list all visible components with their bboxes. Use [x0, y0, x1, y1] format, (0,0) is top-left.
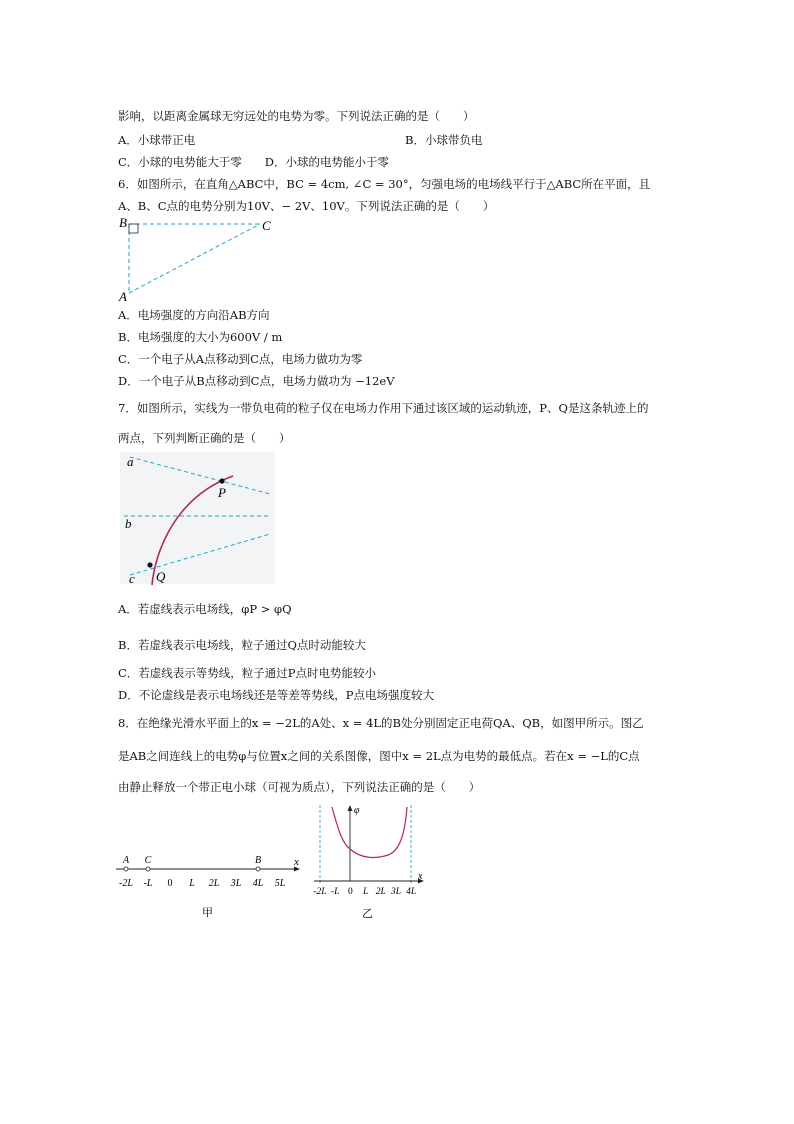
q5-stem-tail: 影响，以距离金属球无穷远处的电势为零。下列说法正确的是（ ） [118, 109, 475, 123]
vertex-a-label: A [119, 289, 127, 304]
tick-label: 4L [252, 878, 264, 889]
tick-label: 0 [348, 887, 353, 897]
figure-jia-caption: 甲 [202, 907, 213, 919]
q6-option-a: A．电场强度的方向沿AB方向 [118, 308, 270, 322]
tick-label: -2L [313, 887, 327, 897]
figure-yi-caption: 乙 [362, 908, 373, 920]
q8-stem-line3: 由静止释放一个带正电小球（可视为质点），下列说法正确的是（ ） [118, 780, 481, 794]
q7-stem-line1: 7．如图所示，实线为一带负电荷的粒子仅在电场力作用下通过该区域的运动轨迹，P、Q是这条轨迹上的 [118, 401, 649, 415]
x-axis-label: x [418, 871, 423, 882]
q8-stem-line1: 8．在绝缘光滑水平面上的x = −2L的A处、x = 4L的B处分别固定正电荷QA、QB，如图甲所示。图乙 [118, 716, 644, 730]
charge-point [124, 867, 128, 871]
q7-option-b: B．若虚线表示电场线，粒子通过Q点时动能较大 [118, 638, 366, 652]
q7-option-c: C．若虚线表示等势线，粒子通过P点时电势能较小 [118, 666, 377, 680]
tick-label: 2L [375, 887, 386, 897]
q6-stem-line2: A、B、C点的电势分别为10V、− 2V、10V。下列说法正确的是（ ） [118, 199, 495, 213]
q5-option-cd: C．小球的电势能大于零 D．小球的电势能小于零 [118, 155, 390, 169]
charge-point [256, 867, 260, 871]
right-angle-mark [129, 224, 138, 233]
q6-option-c: C．一个电子从A点移动到C点，电场力做功为零 [118, 352, 363, 366]
q6-triangle-figure [112, 212, 282, 304]
q8-figure-jia [114, 852, 304, 922]
line-b-label: b [125, 516, 132, 531]
phi-axis-label: φ [354, 805, 360, 816]
tick-group [313, 887, 416, 897]
x-axis-label: x [294, 856, 299, 868]
q7-option-d: D．不论虚线是表示电场线还是等差等势线，P点电场强度较大 [118, 688, 434, 702]
tick-group [119, 878, 286, 889]
point-q-label: Q [156, 569, 166, 584]
tick-label: L [189, 878, 195, 889]
q6-option-d: D．一个电子从B点移动到C点，电场力做功为 −12eV [118, 374, 395, 388]
tick-label: -L [143, 878, 153, 889]
point-q [147, 562, 152, 567]
tick-label: 5L [274, 878, 286, 889]
q8-figure-yi [306, 803, 436, 927]
line-a-label: a [127, 454, 134, 469]
tick-label: 3L [230, 878, 242, 889]
potential-curve [332, 807, 407, 857]
side-ac [129, 224, 260, 293]
charge-point [146, 867, 150, 871]
line-c-label: c [129, 571, 135, 586]
tick-label: -2L [119, 878, 133, 889]
q8-stem-line2: 是AB之间连线上的电势φ与位置x之间的关系图像，图中x = 2L点为电势的最低点。若在x = −L的C点 [118, 749, 640, 763]
q5-option-b: B．小球带负电 [405, 133, 483, 147]
q6-option-b: B．电场强度的大小为600V / m [118, 330, 283, 344]
point-label: C [144, 855, 152, 866]
tick-label: 4L [406, 887, 417, 897]
point-label: A [122, 855, 130, 866]
vertex-c-label: C [262, 218, 271, 233]
tick-label: L [362, 887, 369, 897]
tick-label: 2L [208, 878, 220, 889]
q7-stem-line2: 两点，下列判断正确的是（ ） [118, 431, 291, 445]
tick-label: -L [330, 887, 340, 897]
phi-axis-arrow [348, 805, 353, 811]
q7-option-a: A．若虚线表示电场线，φP > φQ [118, 602, 292, 616]
point-p [219, 478, 224, 483]
point-label: B [254, 855, 262, 866]
tick-label: 3L [390, 887, 402, 897]
q6-stem-line1: 6．如图所示，在直角△ABC中，BC = 4cm, ∠C = 30°，匀强电场的电场线平行于△ABC所在平面，且 [118, 177, 651, 191]
q7-trajectory-figure [120, 452, 275, 590]
q5-option-a: A．小球带正电 [118, 133, 196, 147]
figure-background [120, 452, 275, 584]
vertex-b-label: B [119, 215, 127, 230]
tick-label: 0 [167, 878, 173, 889]
point-p-label: P [218, 485, 226, 500]
